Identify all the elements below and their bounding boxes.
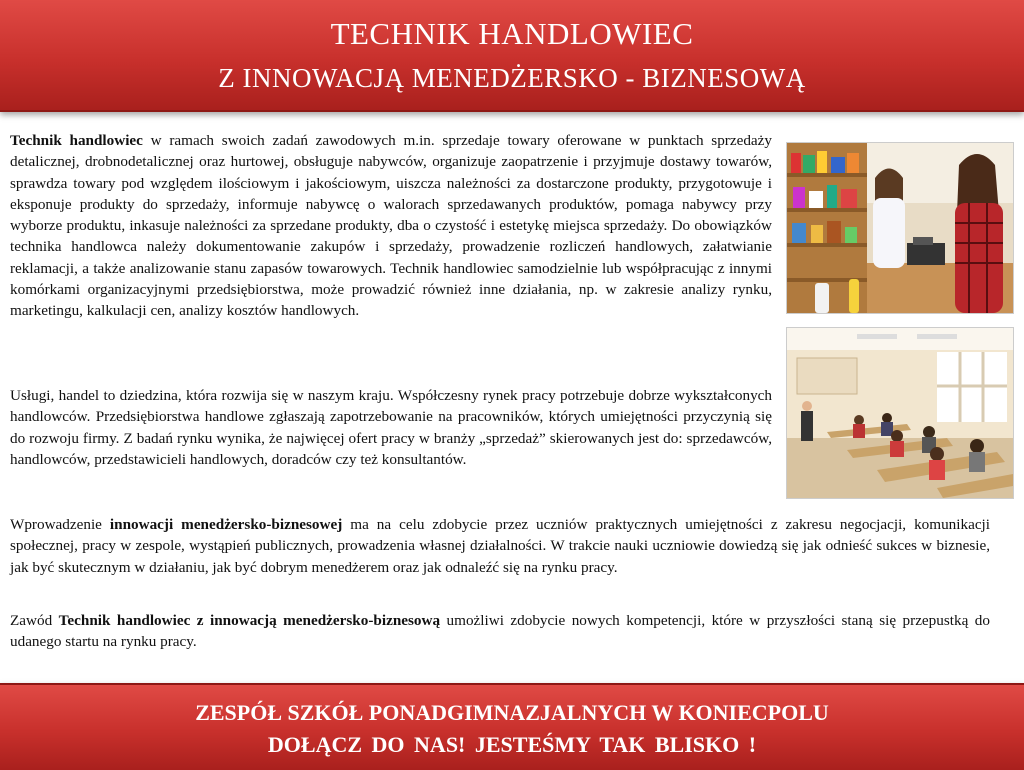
description-text: w ramach swoich zadań zawodowych m.in. sprzedaje towary oferowane w punktach sprzedaży detalicznej, drobnodetalicznej oraz hurtowej, obsługuje nabywców, organizuje zaopatrzenie i przyjmuje dostawy towarów, sprawdza towary pod względem ilościowym i jakościowym, uiszcza należności za dostarczone produkty, przygotowuje i eksponuje produkty do sprzedaży, informuje nabywcę o walorach sprzedawanych produktów, pomaga nabywcy przy wyborze produktu, inkasuje należności za sprzedane produkty, dba o czystość i estetykę miejsca sprzedaży. Do obowiązków technika handlowca należy dokumentowanie zakupów i sprzedaży, prowadzenie rozliczeń handlowych, załatwianie reklamacji, a także analizowanie stanu zapasów towarowych. Technik handlowiec samodzielnie lub współpracując z innymi komórkami organizacyjnymi przedsiębiorstwa, może prowadzić również inne działania, np. w zakresie analizy rynku, marketingu, kalkulacji cen, analizy kosztów handlowych. xyxy=(10,132,772,320)
profession-text: umożliwi zdobycie nowych kompetencji, które w przyszłości staną się przepustką do udanego startu na rynku pracy. xyxy=(10,612,990,651)
innovation-paragraph xyxy=(10,514,990,578)
school-name: ZESPÓŁ SZKÓŁ PONADGIMNAZJALNYCH W KONIECPOLU xyxy=(195,700,829,725)
innovation-bold-term: innowacji menedżersko-biznesowej xyxy=(109,516,343,533)
innovation-intro: Wprowadzenie xyxy=(10,516,110,533)
innovation-text: ma na celu zdobycie przez uczniów praktycznych umiejętności z zakresu negocjacji, komunikacji społecznej, pracy w zespole, wystąpień publicznych, prowadzenia własnej działalności. W trakcie nauki uczniowie dowiedzą się jak odnieść sukces w biznesie, jak być skutecznym w działaniu, jak być dobrym menedżerem oraz jak odnaleźć się na rynku pracy. xyxy=(10,516,990,576)
shop-classroom-photo xyxy=(786,142,1014,314)
profession-paragraph xyxy=(10,610,990,653)
classroom-photo xyxy=(786,327,1014,499)
profession-intro: Zawód xyxy=(10,612,59,629)
market-paragraph: Usługi, handel to dziedzina, która rozwija się w naszym kraju. Współczesny rynek pracy potrzebuje dobrze wykształconych handlowców. Przedsiębiorstwa handlowe zgłaszają zapotrzebowanie na pracowników, których umiejętności przyczynią się do rozwoju firmy. Z badań rynku wynika, że najwięcej ofert pracy w branży „sprzedaż” skierowanych jest do: sprzedawców, handlowców, przedstawicieli handlowych, doradców czy też konsultantów. xyxy=(10,387,772,468)
description-paragraph xyxy=(10,130,772,322)
header-banner xyxy=(0,0,1024,112)
description-bold-term: Technik handlowiec xyxy=(10,132,143,149)
profession-bold-term: Technik handlowiec z innowacją menedżersko-biznesową xyxy=(58,612,441,629)
page-subtitle: Z INNOWACJĄ MENEDŻERSKO - BIZNESOWĄ xyxy=(218,63,806,93)
footer-slogan: DOŁĄCZ DO NAS! JESTEŚMY TAK BLISKO ! xyxy=(267,732,757,757)
page-title: TECHNIK HANDLOWIEC xyxy=(330,16,694,51)
